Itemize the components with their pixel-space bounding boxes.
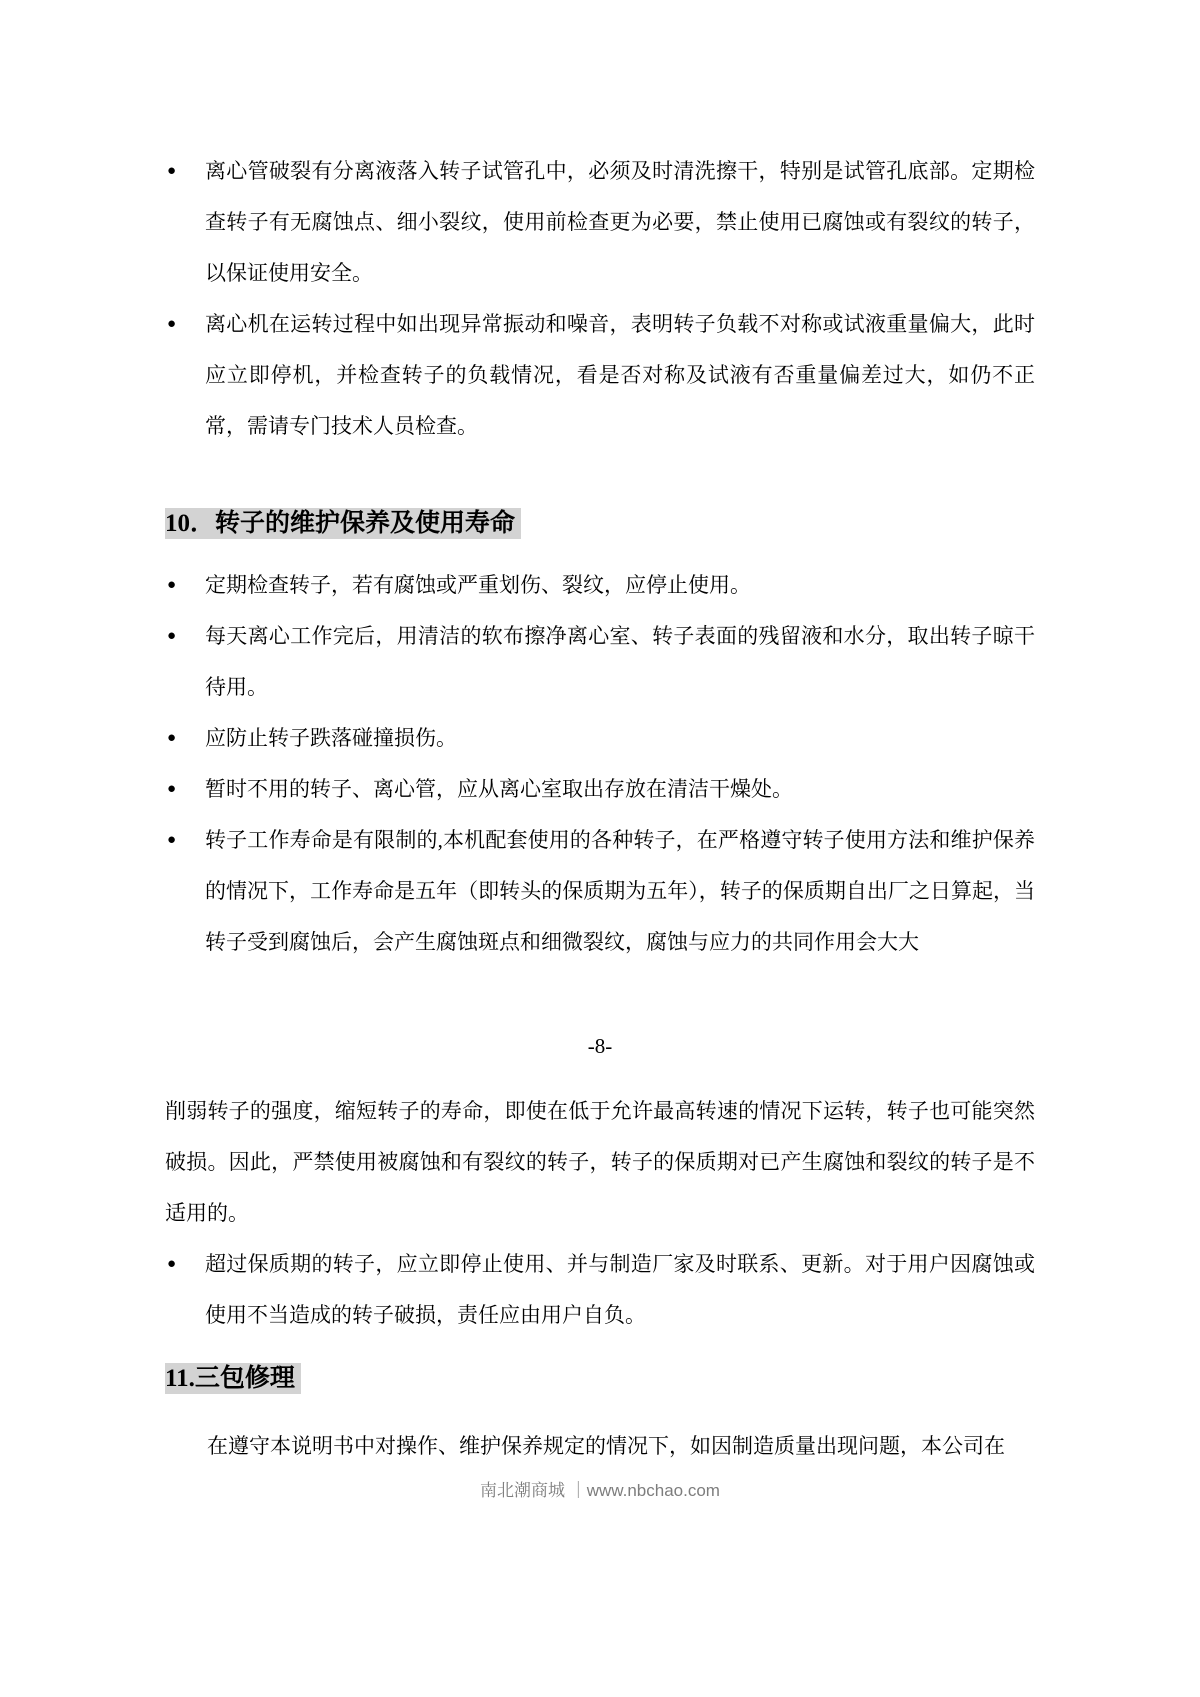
bullet-icon: ● <box>167 730 177 746</box>
section-11-heading <box>165 1359 1035 1399</box>
list-item <box>165 815 1035 968</box>
page-footer <box>0 1476 1200 1501</box>
list-item-text: 应防止转子跌落碰撞损伤。 <box>205 726 457 750</box>
list-item-text: 定期检查转子，若有腐蚀或严重划伤、裂纹，应停止使用。 <box>205 573 751 597</box>
bullet-icon: ● <box>167 577 177 593</box>
post-continuation-list <box>165 1239 1035 1341</box>
bullet-icon: ● <box>167 628 177 644</box>
footer-text: 南北潮商城 ｜www.nbchao.com <box>480 1481 720 1500</box>
section-10-heading <box>165 504 1035 544</box>
list-item <box>165 299 1035 452</box>
list-item <box>165 560 1035 611</box>
list-item <box>165 764 1035 815</box>
page-number: -8- <box>587 1034 613 1058</box>
bullet-icon: ● <box>167 1256 177 1272</box>
list-item <box>165 611 1035 713</box>
section-10-list <box>165 560 1035 968</box>
list-item-text: 超过保质期的转子，应立即停止使用、并与制造厂家及时联系、更新。对于用户因腐蚀或使用不当造成的转子破损，责任应由用户自负。 <box>205 1252 1035 1327</box>
list-item <box>165 713 1035 764</box>
continuation-paragraph: 削弱转子的强度，缩短转子的寿命，即使在低于允许最高转速的情况下运转，转子也可能突然破损。因此，严禁使用被腐蚀和有裂纹的转子，转子的保质期对已产生腐蚀和裂纹的转子是不适用的。 <box>165 1099 1035 1225</box>
list-item <box>165 1239 1035 1341</box>
list-item-text: 离心管破裂有分离液落入转子试管孔中，必须及时清洗擦干，特别是试管孔底部。定期检查转子有无腐蚀点、细小裂纹，使用前检查更为必要，禁止使用已腐蚀或有裂纹的转子，以保证使用安全。 <box>205 159 1035 285</box>
list-item-text: 暂时不用的转子、离心管，应从离心室取出存放在清洁干燥处。 <box>205 777 793 801</box>
section-11-heading-text: 11.三包修理 <box>165 1363 301 1394</box>
list-item-text: 每天离心工作完后，用清洁的软布擦净离心室、转子表面的残留液和水分，取出转子晾干待用。 <box>205 624 1035 699</box>
bullet-icon: ● <box>167 781 177 797</box>
list-item-text: 离心机在运转过程中如出现异常振动和噪音，表明转子负载不对称或试液重量偏大，此时应立即停机，并检查转子的负载情况，看是否对称及试液有否重量偏差过大，如仍不正常，需请专门技术人员检查。 <box>205 312 1035 438</box>
list-item <box>165 146 1035 299</box>
list-item-text: 转子工作寿命是有限制的,本机配套使用的各种转子，在严格遵守转子使用方法和维护保养的情况下，工作寿命是五年（即转头的保质期为五年），转子的保质期自出厂之日算起，当转子受到腐蚀后，会产生腐蚀斑点和细微裂纹，腐蚀与应力的共同作用会大大 <box>205 828 1035 954</box>
safety-notes-list <box>165 146 1035 452</box>
section-11-paragraph: 在遵守本说明书中对操作、维护保养规定的情况下，如因制造质量出现问题，本公司在 <box>207 1434 1005 1458</box>
bullet-icon: ● <box>167 163 177 179</box>
bullet-icon: ● <box>167 316 177 332</box>
bullet-icon: ● <box>167 832 177 848</box>
section-10-heading-text: 10．转子的维护保养及使用寿命 <box>165 508 521 539</box>
